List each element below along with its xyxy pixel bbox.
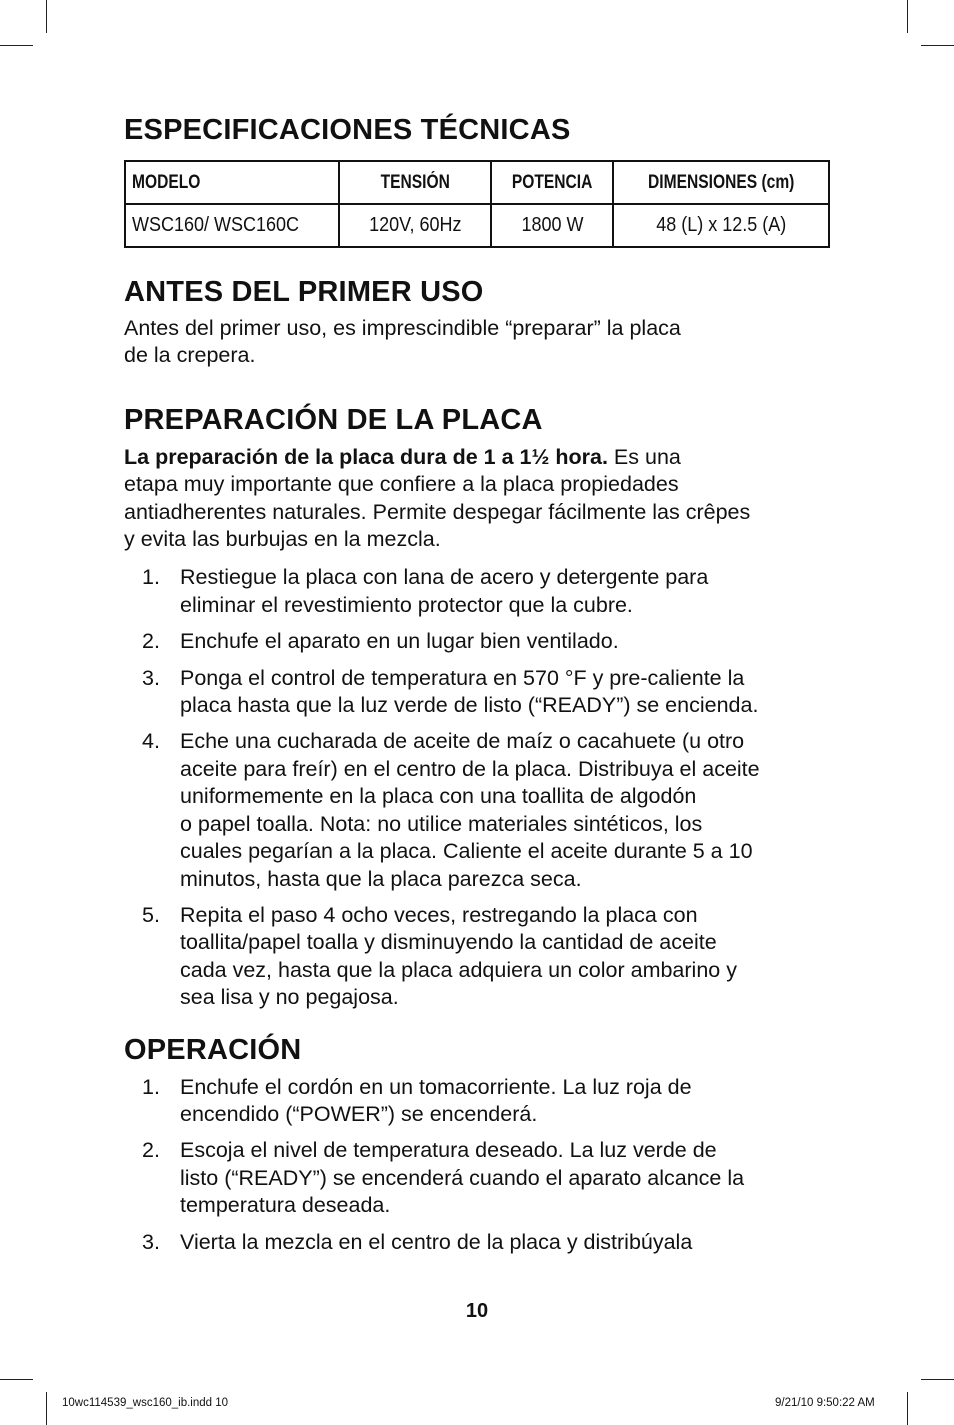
step-text-line: eliminar el revestimiento protector que la cubre. [180,592,633,617]
preparacion-step-5 [124,902,834,1012]
antes-paragraph: Antes del primer uso, es imprescindible “preparar” la placa de la crepera. [124,316,681,368]
preparacion-heading: PREPARACIÓN DE LA PLACA [124,403,543,436]
preparacion-step-4 [124,728,834,892]
step-number: 2. [142,1138,160,1163]
operacion-steps [124,1074,834,1256]
preparacion-intro: La preparación de la placa dura de 1 a 1½ hora. Es una etapa muy importante que confiere a la placa propiedades antiadherentes naturales. Permite despegar fácilmente las crêpes y evita las burbujas en la mezcla. [124,444,751,552]
file-slug: 10wc114539_wsc160_ib.indd 10 [62,1397,229,1409]
crop-mark [921,1379,954,1380]
page-number: 10 [465,1300,489,1322]
preparacion-steps [124,564,834,1011]
crop-mark [907,1392,908,1425]
step-number: 1. [142,565,160,590]
step-number: 3. [142,665,160,690]
cell-modelo: WSC160/ WSC160C [125,204,339,247]
crop-mark [921,45,954,46]
crop-mark [46,1392,47,1425]
step-text-line: cada vez, hasta que la placa adquiera un color ambarino y [180,957,737,982]
step-number: 5. [142,902,160,927]
operacion-heading: OPERACIÓN [124,1033,302,1066]
operacion-step-1 [124,1074,834,1129]
crop-mark [907,0,908,33]
step-text-line: minutos, hasta que la placa parezca seca. [180,866,582,891]
cell-potencia: 1800 W [491,204,613,247]
crop-mark [46,0,47,33]
step-text-line: Escoja el nivel de temperatura deseado. La luz verde de [180,1138,717,1163]
step-text-line: Repita el paso 4 ocho veces, restregando la placa con [180,902,698,927]
step-text-line: uniformemente en la placa con una toallita de algodón [180,784,697,809]
crop-mark [0,45,33,46]
step-text-line: temperatura deseada. [180,1193,391,1218]
specs-data-row [125,204,829,247]
header-dimensiones: DIMENSIONES (cm) [613,161,829,204]
preparacion-step-2 [124,628,834,655]
step-text-line: listo (“READY”) se encenderá cuando el aparato alcance la [180,1165,745,1190]
step-text-line: Eche una cucharada de aceite de maíz o cacahuete (u otro [180,729,745,754]
antes-heading: ANTES DEL PRIMER USO [124,276,484,308]
page-content [124,112,834,1265]
step-text-line: encendido (“POWER”) se encenderá. [180,1101,538,1126]
cell-tension: 120V, 60Hz [339,204,491,247]
step-text-line: Ponga el control de temperatura en 570 °F y pre-caliente la [180,665,745,690]
header-tension: TENSIÓN [339,161,491,204]
step-number: 4. [142,729,160,754]
specs-table [124,160,830,248]
specs-header-row [125,161,829,204]
step-text-line: placa hasta que la luz verde de listo (“READY”) se encienda. [180,693,759,718]
specs-heading: ESPECIFICACIONES TÉCNICAS [124,114,571,146]
step-text-line: Vierta la mezcla en el centro de la placa y distribúyala [180,1229,693,1254]
cell-dimensiones: 48 (L) x 12.5 (A) [613,204,829,247]
preparacion-step-3 [124,665,834,720]
step-text-line: sea lisa y no pegajosa. [180,985,399,1010]
operacion-step-2 [124,1137,834,1219]
step-text-line: toallita/papel toalla y disminuyendo la cantidad de aceite [180,930,717,955]
step-number: 2. [142,629,160,654]
header-modelo: MODELO [125,161,339,204]
step-text-line: Enchufe el cordón en un tomacorriente. La luz roja de [180,1074,692,1099]
step-text-line: Restiegue la placa con lana de acero y detergente para [180,565,709,590]
step-number: 3. [142,1229,160,1254]
header-potencia: POTENCIA [491,161,613,204]
step-text-line: o papel toalla. Nota: no utilice materiales sintéticos, los [180,811,703,836]
step-text-line: aceite para freír) en el centro de la placa. Distribuya el aceite [180,756,760,781]
step-text-line: Enchufe el aparato en un lugar bien ventilado. [180,629,619,654]
operacion-step-3 [124,1229,834,1256]
step-number: 1. [142,1074,160,1099]
preparacion-step-1 [124,564,834,619]
date-slug: 9/21/10 9:50:22 AM [775,1397,875,1409]
crop-mark [0,1379,33,1380]
step-text-line: cuales pegarían a la placa. Caliente el aceite durante 5 a 10 [180,839,753,864]
